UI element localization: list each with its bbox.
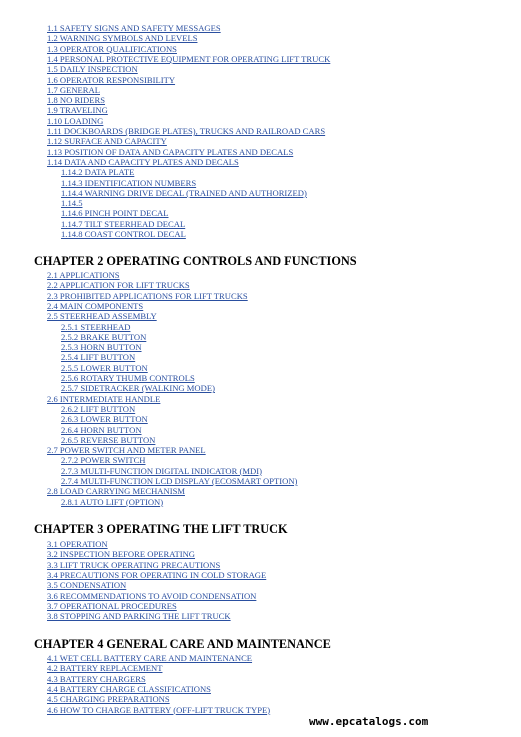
toc-link-2-5-5[interactable]: 2.5.5 LOWER BUTTON — [61, 362, 148, 373]
toc-link-1-14-8[interactable]: 1.14.8 COAST CONTROL DECAL — [61, 229, 186, 239]
toc-link-4-1[interactable]: 4.1 WET CELL BATTERY CARE AND MAINTENANCE — [47, 653, 253, 663]
toc-link-2-6-3[interactable]: 2.6.3 LOWER BUTTON — [61, 414, 148, 425]
toc-link-1-4[interactable]: 1.4 PERSONAL PROTECTIVE EQUIPMENT FOR OPERATING LIFT TRUCK — [47, 53, 331, 64]
toc-link-4-5[interactable]: 4.5 CHARGING PREPARATIONS — [47, 694, 170, 705]
toc-link-2-3[interactable]: 2.3 PROHIBITED APPLICATIONS FOR LIFT TRUCKS — [47, 290, 248, 301]
toc-link-1-10[interactable]: 1.10 LOADING — [47, 115, 104, 126]
toc-link-3-4[interactable]: 3.4 PRECAUTIONS FOR OPERATING IN COLD STORAGE — [47, 569, 267, 580]
toc-link-1-14[interactable]: 1.14 DATA AND CAPACITY PLATES AND DECALS — [47, 156, 239, 167]
toc-link-3-6[interactable]: 3.6 RECOMMENDATIONS TO AVOID CONDENSATION — [47, 590, 257, 601]
toc-link-1-14-3[interactable]: 1.14.3 IDENTIFICATION NUMBERS — [61, 177, 197, 188]
toc-link-2-5-2[interactable]: 2.5.2 BRAKE BUTTON — [61, 331, 147, 342]
toc-link-2-5[interactable]: 2.5 STEERHEAD ASSEMBLY — [47, 311, 157, 322]
watermark-text: www.epcatalogs.com — [309, 715, 429, 728]
toc-link-1-3[interactable]: 1.3 OPERATOR QUALIFICATIONS — [47, 43, 177, 54]
toc-link-4-2[interactable]: 4.2 BATTERY REPLACEMENT — [47, 663, 163, 674]
toc-link-2-7-2[interactable]: 2.7.2 POWER SWITCH — [61, 455, 146, 466]
toc-link-2-6-5[interactable]: 2.6.5 REVERSE BUTTON — [61, 434, 156, 445]
toc-link-1-14-7[interactable]: 1.14.7 TILT STEERHEAD DECAL — [61, 218, 186, 229]
toc-link-1-13[interactable]: 1.13 POSITION OF DATA AND CAPACITY PLATES AND DECALS — [47, 146, 294, 157]
toc-link-3-1[interactable]: 3.1 OPERATION — [47, 539, 108, 549]
toc-link-4-4[interactable]: 4.4 BATTERY CHARGE CLASSIFICATIONS — [47, 683, 211, 694]
toc-link-1-1[interactable]: 1.1 SAFETY SIGNS AND SAFETY MESSAGES — [47, 23, 221, 33]
toc-link-2-5-7[interactable]: 2.5.7 SIDETRACKER (WALKING MODE) — [61, 383, 215, 394]
toc-link-3-3[interactable]: 3.3 LIFT TRUCK OPERATING PRECAUTIONS — [47, 559, 221, 570]
toc-link-3-8[interactable]: 3.8 STOPPING AND PARKING THE LIFT TRUCK — [47, 611, 231, 622]
toc-link-2-5-4[interactable]: 2.5.4 LIFT BUTTON — [61, 352, 136, 363]
toc-link-2-5-6[interactable]: 2.5.6 ROTARY THUMB CONTROLS — [61, 373, 195, 383]
toc-link-1-14-6[interactable]: 1.14.6 PINCH POINT DECAL — [61, 208, 169, 219]
toc-link-2-1[interactable]: 2.1 APPLICATIONS — [47, 270, 120, 280]
toc-link-3-5[interactable]: 3.5 CONDENSATION — [47, 580, 127, 591]
toc-link-2-5-3[interactable]: 2.5.3 HORN BUTTON — [61, 342, 142, 353]
chapter-3-heading: CHAPTER 3 OPERATING THE LIFT TRUCK — [34, 522, 288, 536]
toc-link-2-6-2[interactable]: 2.6.2 LIFT BUTTON — [61, 403, 136, 414]
toc-link-1-14-2[interactable]: 1.14.2 DATA PLATE — [61, 167, 135, 178]
toc-link-1-14-4[interactable]: 1.14.4 WARNING DRIVE DECAL (TRAINED AND AUTHORIZED) — [61, 187, 307, 198]
toc-link-2-2[interactable]: 2.2 APPLICATION FOR LIFT TRUCKS — [47, 280, 190, 291]
toc-link-1-9[interactable]: 1.9 TRAVELING — [47, 105, 108, 116]
toc-link-1-12[interactable]: 1.12 SURFACE AND CAPACITY — [47, 136, 167, 147]
toc-link-2-4[interactable]: 2.4 MAIN COMPONENTS — [47, 300, 144, 311]
toc-link-3-7[interactable]: 3.7 OPERATIONAL PROCEDURES — [47, 600, 177, 611]
toc-link-4-6[interactable]: 4.6 HOW TO CHARGE BATTERY (OFF-LIFT TRUCK TYPE) — [47, 704, 271, 715]
toc-link-3-2[interactable]: 3.2 INSPECTION BEFORE OPERATING — [47, 549, 196, 560]
toc-link-1-6[interactable]: 1.6 OPERATOR RESPONSIBILITY — [47, 74, 176, 85]
toc-link-1-5[interactable]: 1.5 DAILY INSPECTION — [47, 64, 138, 75]
toc-link-2-7-3[interactable]: 2.7.3 MULTI-FUNCTION DIGITAL INDICATOR (MDI) — [61, 465, 262, 476]
toc-link-2-5-1[interactable]: 2.5.1 STEERHEAD — [61, 321, 131, 332]
toc-link-1-7[interactable]: 1.7 GENERAL — [47, 84, 100, 95]
toc-link-2-6-4[interactable]: 2.6.4 HORN BUTTON — [61, 424, 142, 435]
toc-link-1-2[interactable]: 1.2 WARNING SYMBOLS AND LEVELS — [47, 33, 198, 44]
toc-link-1-14-5[interactable]: 1.14.5 — [61, 198, 83, 209]
toc-link-1-11[interactable]: 1.11 DOCKBOARDS (BRIDGE PLATES), TRUCKS AND RAILROAD CARS — [47, 126, 326, 136]
toc-link-4-3[interactable]: 4.3 BATTERY CHARGERS — [47, 673, 146, 684]
toc-link-1-8[interactable]: 1.8 NO RIDERS — [47, 95, 106, 106]
toc-link-2-8[interactable]: 2.8 LOAD CARRYING MECHANISM — [47, 486, 185, 497]
toc-link-2-7[interactable]: 2.7 POWER SWITCH AND METER PANEL — [47, 445, 206, 456]
toc-link-2-8-1[interactable]: 2.8.1 AUTO LIFT (OPTION) — [61, 496, 164, 507]
toc-link-2-7-4[interactable]: 2.7.4 MULTI-FUNCTION LCD DISPLAY (ECOSMART OPTION) — [61, 476, 298, 486]
chapter-2-heading: CHAPTER 2 OPERATING CONTROLS AND FUNCTIONS — [34, 254, 357, 268]
chapter-4-heading: CHAPTER 4 GENERAL CARE AND MAINTENANCE — [34, 637, 331, 651]
toc-link-2-6[interactable]: 2.6 INTERMEDIATE HANDLE — [47, 393, 161, 404]
